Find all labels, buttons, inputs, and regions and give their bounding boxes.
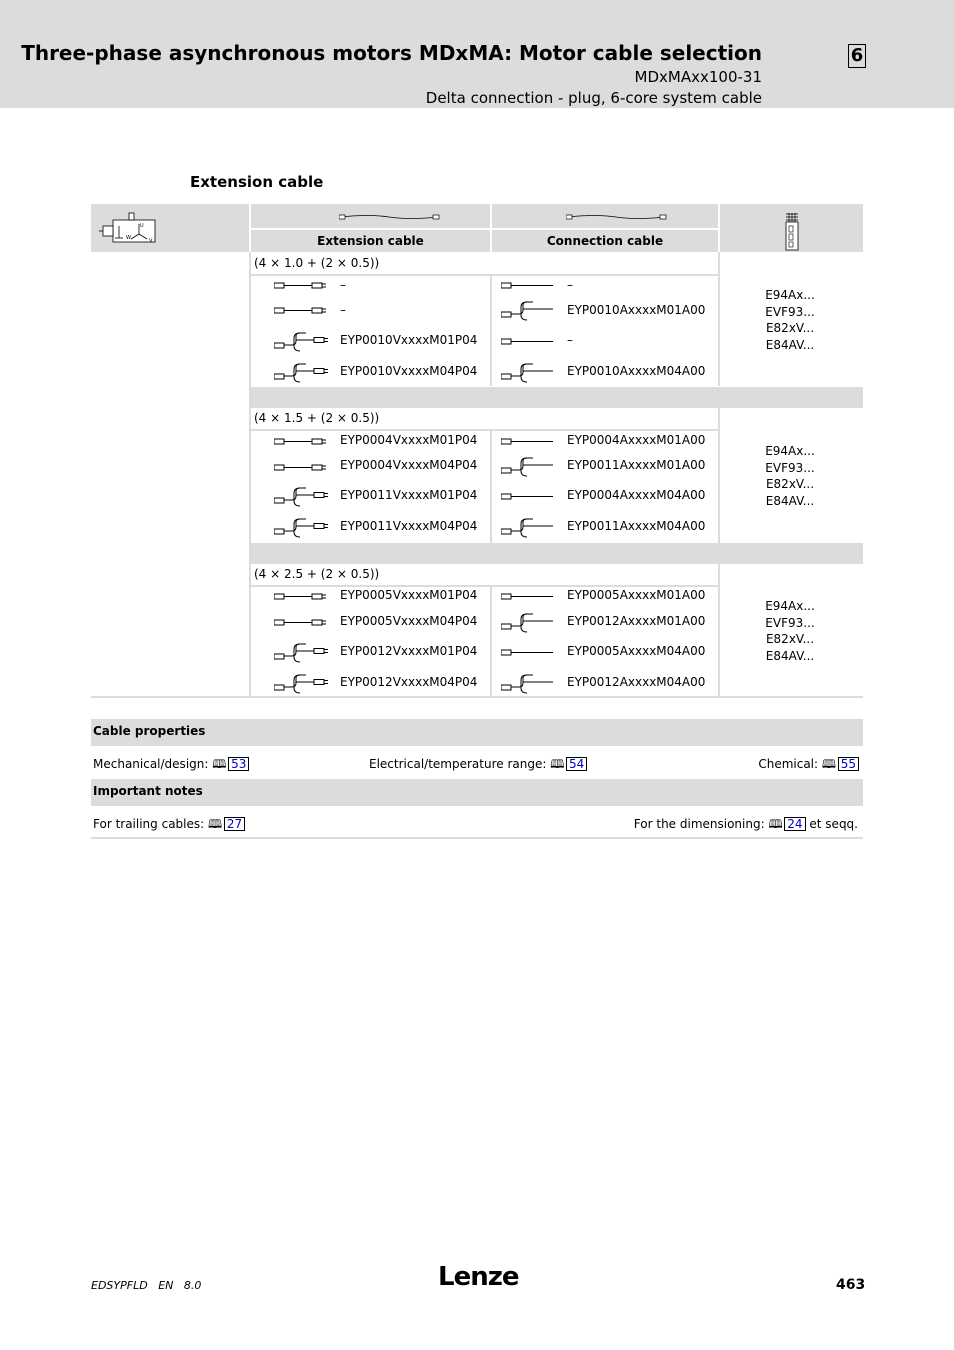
controller-name: E84AV... [765, 337, 815, 352]
connection-cable-icon [566, 213, 668, 221]
group-separator [251, 543, 863, 564]
page-header [0, 0, 954, 108]
group-1-row-3-ext: EYP0010VxxxxM01P04 [340, 333, 478, 347]
extension-symbol-cell [251, 204, 490, 228]
mechanical-page-link[interactable]: 53 [228, 757, 249, 771]
group-1-controllers [720, 287, 860, 353]
dimensioning-label: For the dimensioning: [633, 817, 765, 831]
page-number: 463 [836, 1277, 866, 1293]
cable-properties-heading-row [91, 719, 863, 746]
svg-text:W: W [126, 235, 131, 241]
footer-doc-id: EDSYPFLD [91, 1279, 148, 1292]
straight-cable-icon [501, 492, 555, 502]
controller-name: E82xV... [765, 477, 815, 491]
controller-name: E84AV... [765, 648, 815, 663]
controller-name: E82xV... [765, 632, 815, 646]
group-1-row-1-conn: – [567, 278, 573, 292]
angled-cable-icon [274, 518, 330, 540]
chapter-number[interactable]: 6 [848, 44, 866, 68]
page-subtitle-model: MDxMAxx100-31 [634, 68, 762, 86]
group-2-controllers [720, 443, 860, 509]
straight-cable-icon [274, 281, 328, 291]
chemical-label: Chemical: [758, 757, 819, 771]
motor-delta-icon [99, 212, 157, 244]
angled-cable-icon [501, 674, 557, 696]
extension-cable-icon [339, 213, 441, 221]
angled-cable-icon [501, 613, 557, 635]
footer-doc-info [91, 1279, 201, 1292]
angled-cable-icon [501, 457, 557, 479]
straight-cable-icon [274, 618, 328, 628]
dimensioning-page-link[interactable]: 24 [784, 817, 805, 831]
footer-language: EN [158, 1279, 174, 1292]
footer-version: 8.0 [183, 1279, 202, 1292]
angled-cable-icon [501, 363, 557, 385]
straight-cable-icon [274, 437, 328, 447]
group-3-label: (4 × 2.5 + (2 × 0.5)) [254, 567, 380, 581]
straight-cable-icon [501, 281, 555, 291]
straight-cable-icon [501, 648, 555, 658]
important-notes-heading-row [91, 779, 863, 806]
group-3-row-1-conn: EYP0005AxxxxM01A00 [567, 588, 706, 602]
group-2-row-4-ext: EYP0011VxxxxM04P04 [340, 519, 478, 533]
group-1-row-4-conn: EYP0010AxxxxM04A00 [567, 364, 706, 378]
controller-name: E94Ax... [765, 288, 815, 302]
group-2-row-4-conn: EYP0011AxxxxM04A00 [567, 519, 706, 533]
group-1-row-4-ext: EYP0010VxxxxM04P04 [340, 364, 478, 378]
group-3-row-2-conn: EYP0012AxxxxM01A00 [567, 614, 706, 628]
dimensioning-suffix: et seqq. [809, 817, 858, 831]
controller-header-cell [720, 204, 863, 252]
angled-cable-icon [501, 518, 557, 540]
group-1-row-3-conn: – [567, 333, 573, 347]
electrical-page-link[interactable]: 54 [566, 757, 587, 771]
connection-symbol-cell [492, 204, 718, 228]
angled-cable-icon [274, 643, 330, 665]
important-notes-heading: Important notes [93, 784, 203, 798]
group-separator [251, 387, 863, 408]
group-2-row-2-ext: EYP0004VxxxxM04P04 [340, 458, 478, 472]
group-1-row-2-ext: – [340, 303, 346, 317]
electrical-label: Electrical/temperature range: [369, 757, 547, 771]
group-2-row-3-conn: EYP0004AxxxxM04A00 [567, 488, 706, 502]
extension-cable-header: Extension cable [251, 230, 490, 252]
group-3-row-4-conn: EYP0012AxxxxM04A00 [567, 675, 706, 689]
group-3-controllers [720, 598, 860, 664]
svg-text:V: V [149, 238, 153, 244]
straight-cable-icon [274, 592, 328, 602]
group-2-row-1-conn: EYP0004AxxxxM01A00 [567, 433, 706, 447]
book-icon: 🕮 [821, 757, 837, 771]
group-2-row-1-ext: EYP0004VxxxxM01P04 [340, 433, 478, 447]
straight-cable-icon [501, 337, 555, 347]
group-3-row-1-ext: EYP0005VxxxxM01P04 [340, 588, 478, 602]
group-1-row-1-ext: – [340, 278, 346, 292]
controller-name: E82xV... [765, 321, 815, 335]
trailing-page-link[interactable]: 27 [224, 817, 245, 831]
mechanical-label: Mechanical/design: [93, 757, 209, 771]
angled-cable-icon [274, 487, 330, 509]
svg-text:U: U [140, 223, 144, 229]
page-title: Three-phase asynchronous motors MDxMA: Motor cable selection [21, 41, 762, 65]
group-3-row-3-ext: EYP0012VxxxxM01P04 [340, 644, 478, 658]
group-2-label: (4 × 1.5 + (2 × 0.5)) [254, 411, 380, 425]
straight-cable-icon [501, 437, 555, 447]
angled-cable-icon [274, 332, 330, 354]
angled-cable-icon [274, 363, 330, 385]
group-3-row-3-conn: EYP0005AxxxxM04A00 [567, 644, 706, 658]
cable-properties-heading: Cable properties [93, 724, 206, 738]
straight-cable-icon [274, 306, 328, 316]
angled-cable-icon [501, 301, 557, 323]
group-2-row-3-ext: EYP0011VxxxxM01P04 [340, 488, 478, 502]
angled-cable-icon [274, 674, 330, 696]
straight-cable-icon [274, 463, 328, 473]
group-2-row-2-conn: EYP0011AxxxxM01A00 [567, 458, 706, 472]
controller-name: EVF93... [765, 460, 815, 475]
book-icon: 🕮 [208, 817, 223, 831]
group-1-row-2-conn: EYP0010AxxxxM01A00 [567, 303, 706, 317]
motor-header-cell [91, 204, 249, 252]
connection-cable-header: Connection cable [492, 230, 718, 252]
controller-name: EVF93... [765, 615, 815, 630]
controller-name: E94Ax... [765, 599, 815, 613]
book-icon: 🕮 [768, 817, 783, 831]
group-3-row-2-ext: EYP0005VxxxxM04P04 [340, 614, 478, 628]
group-3-row-4-ext: EYP0012VxxxxM04P04 [340, 675, 478, 689]
controller-name: E84AV... [765, 493, 815, 508]
trailing-label: For trailing cables: [93, 817, 205, 831]
book-icon: 🕮 [550, 757, 565, 771]
section-title: Extension cable [190, 173, 324, 191]
controller-name: EVF93... [765, 304, 815, 319]
lenze-logo: Lenze [438, 1262, 519, 1292]
controller-icon [784, 212, 800, 252]
page-subtitle-connection: Delta connection - plug, 6-core system cable [425, 89, 762, 107]
controller-name: E94Ax... [765, 444, 815, 458]
book-icon: 🕮 [212, 757, 227, 771]
chemical-page-link[interactable]: 55 [838, 757, 859, 771]
straight-cable-icon [501, 592, 555, 602]
group-1-label: (4 × 1.0 + (2 × 0.5)) [254, 256, 380, 270]
